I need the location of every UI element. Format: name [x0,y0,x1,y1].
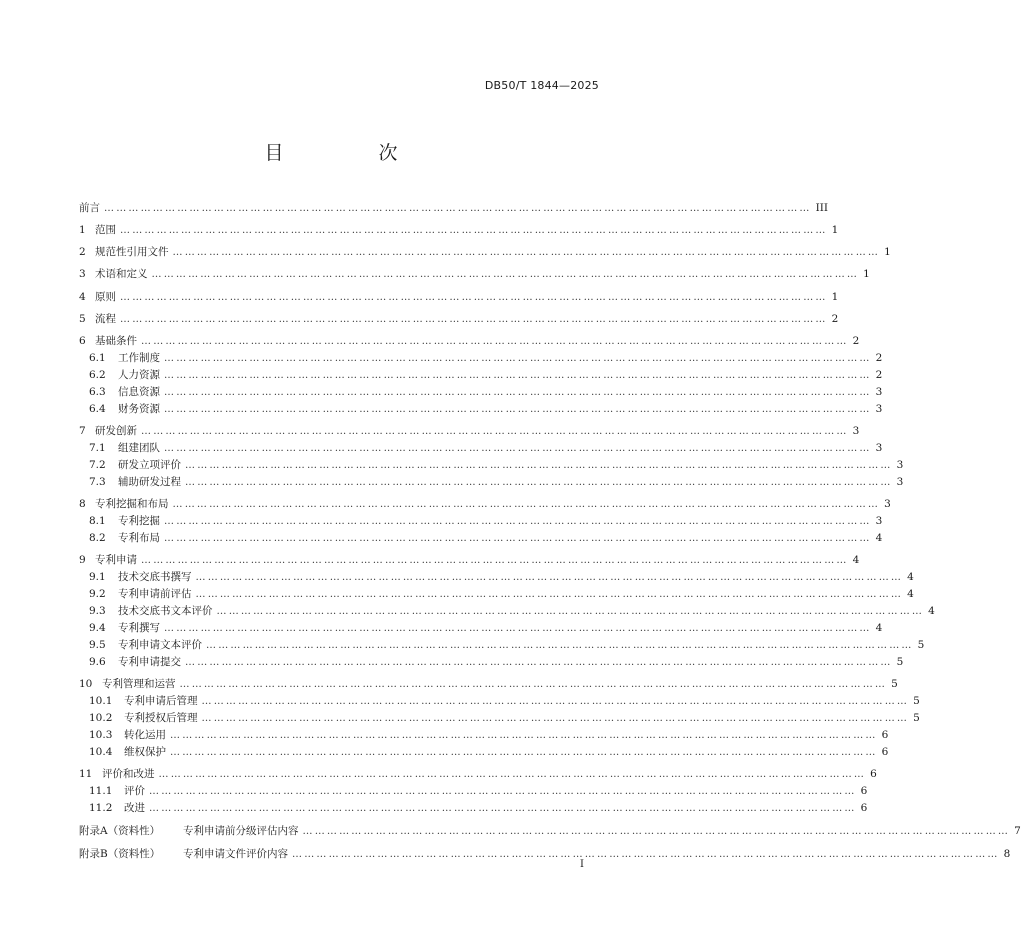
toc-entry-10-2[interactable]: 10.2 专利授权后管理 ………………………………………………………………………………………………………………………………………………………… 5 [89,712,920,724]
toc-entry-number: 6 [79,335,86,347]
toc-entry-9-5[interactable]: 9.5 专利申请文本评价 ………………………………………………………………………………………………………………………………………………………… 5 [89,639,925,651]
toc-entry-label: 人力资源 [118,369,160,381]
toc-entry-appendix-a[interactable]: 附录A（资料性） 专利申请前分级评估内容 ………………………………………………………………………………………………………………………………………………………… 7 [79,825,1021,837]
toc-entry-number: 10.4 [89,746,113,758]
toc-entry-number: 10.3 [89,729,113,741]
toc-entry-9-1[interactable]: 9.1 技术交底书撰写 ………………………………………………………………………………………………………………………………………………………… 4 [89,571,914,583]
toc-entry-label: 专利申请提交 [118,656,181,668]
toc-entry-page: III [815,202,829,214]
toc-entry-number: 3 [79,268,86,280]
toc-entry-page: 7 [1014,825,1021,837]
toc-entry-page: 8 [1003,848,1011,860]
toc-entry-page: 1 [831,291,839,303]
toc-entry-6-2[interactable]: 6.2 人力资源 ………………………………………………………………………………………………………………………………………………………… 2 [89,369,883,381]
toc-entry-9-4[interactable]: 9.4 专利撰写 ………………………………………………………………………………………………………………………………………………………… 4 [89,622,883,634]
toc-entry-10-4[interactable]: 10.4 维权保护 ………………………………………………………………………………………………………………………………………………………… 6 [89,746,889,758]
toc-entry-number: 4 [79,291,86,303]
toc-entry-label: 转化运用 [124,729,166,741]
toc-entry-page: 3 [875,386,883,398]
toc-entry-number: 8.2 [89,532,106,544]
toc-entry-page: 2 [831,313,839,325]
toc-entry-number: 7 [79,425,86,437]
toc-entry-page: 4 [875,622,883,634]
toc-entry-page: 1 [863,268,870,280]
toc-entry-page: 3 [896,459,904,471]
toc-entry-page: 4 [875,532,883,544]
toc-entry-appendix-b[interactable]: 附录B（资料性） 专利申请文件评价内容 ………………………………………………………………………………………………………………………………………………………… 8 [79,848,1011,860]
toc-entry-label: 技术交底书撰写 [118,571,192,583]
toc-entry-number: 6.4 [89,403,106,415]
toc-entry-label: 专利挖掘和布局 [95,498,169,510]
toc-entry-10-1[interactable]: 10.1 专利申请后管理 ………………………………………………………………………………………………………………………………………………………… 5 [89,695,920,707]
toc-entry-page: 3 [896,476,904,488]
toc-entry-number: 10.2 [89,712,113,724]
toc-entry-6[interactable]: 6 基础条件 ………………………………………………………………………………………………………………………………………………………… 2 [79,335,860,347]
toc-entry-9-3[interactable]: 9.3 技术交底书文本评价 ………………………………………………………………………………………………………………………………………………………… 4 [89,605,935,617]
toc-entry-4[interactable]: 4 原则 ………………………………………………………………………………………………………………………………………………………… 1 [79,291,839,303]
toc-entry-label: 前言 [79,202,100,214]
toc-entry-page: 2 [852,335,860,347]
toc-entry-label: 范围 [95,224,116,236]
toc-entry-page: 5 [896,656,904,668]
toc-entry-number: 附录B（资料性） [79,848,161,860]
toc-entry-page: 3 [875,515,883,527]
document-code: DB50/T 1844—2025 [484,79,599,92]
toc-entry-label: 专利申请文本评价 [118,639,202,651]
toc-entry-10[interactable]: 10 专利管理和运营 ………………………………………………………………………………………………………………………………………………………… 5 [79,678,898,690]
toc-entry-number: 6.2 [89,369,106,381]
toc-entry-label: 研发创新 [95,425,137,437]
toc-entry-number: 8 [79,498,86,510]
toc-entry-label: 专利撰写 [118,622,160,634]
toc-entry-label: 改进 [124,802,145,814]
toc-entry-6-3[interactable]: 6.3 信息资源 ………………………………………………………………………………………………………………………………………………………… 3 [89,386,883,398]
toc-entry-page: 2 [875,369,883,381]
toc-entry-11-1[interactable]: 11.1 评价 ………………………………………………………………………………………………………………………………………………………… 6 [89,785,868,797]
toc-entry-label: 专利申请前分级评估内容 [183,825,299,837]
toc-entry-9-2[interactable]: 9.2 专利申请前评估 ………………………………………………………………………………………………………………………………………………………… 4 [89,588,914,600]
toc-entry-label: 信息资源 [118,386,160,398]
toc-entry-label: 组建团队 [118,442,160,454]
toc-entry-number: 7.3 [89,476,106,488]
toc-entry-label: 维权保护 [124,746,166,758]
toc-entry-page: 2 [875,352,883,364]
toc-entry-label: 专利申请 [95,554,137,566]
toc-entry-page: 3 [852,425,860,437]
toc-entry-page: 6 [870,768,877,780]
toc-entry-page: 1 [831,224,839,236]
toc-entry-label: 工作制度 [118,352,160,364]
page-number: I [580,859,584,870]
toc-entry-label: 辅助研发过程 [118,476,181,488]
toc-entry-page: 5 [913,712,920,724]
toc-entry-6-4[interactable]: 6.4 财务资源 ………………………………………………………………………………………………………………………………………………………… 3 [89,403,883,415]
toc-entry-2[interactable]: 2 规范性引用文件 ………………………………………………………………………………………………………………………………………………………… 1 [79,246,891,258]
toc-entry-3[interactable]: 3 术语和定义 ………………………………………………………………………………………………………………………………………………………… 1 [79,268,870,280]
toc-entry-page: 5 [917,639,925,651]
toc-entry-number: 9.2 [89,588,106,600]
toc-entry-11[interactable]: 11 评价和改进 ………………………………………………………………………………………………………………………………………………………… 6 [79,768,877,780]
toc-entry-9[interactable]: 9 专利申请 ………………………………………………………………………………………………………………………………………………………… 4 [79,554,860,566]
toc-entry-label: 基础条件 [95,335,137,347]
toc-entry-number: 9.3 [89,605,106,617]
toc-entry-10-3[interactable]: 10.3 转化运用 ………………………………………………………………………………………………………………………………………………………… 6 [89,729,889,741]
toc-entry-number: 11.1 [89,785,113,797]
toc-entry-label: 术语和定义 [95,268,148,280]
toc-entry-number: 9.4 [89,622,106,634]
toc-entry-6-1[interactable]: 6.1 工作制度 ………………………………………………………………………………………………………………………………………………………… 2 [89,352,883,364]
toc-entry-label: 财务资源 [118,403,160,415]
toc-entry-7[interactable]: 7 研发创新 ………………………………………………………………………………………………………………………………………………………… 3 [79,425,860,437]
toc-entry-label: 评价 [124,785,145,797]
toc-entry-label: 专利申请后管理 [124,695,198,707]
toc-entry-page: 6 [860,785,868,797]
toc-entry-label: 流程 [95,313,116,325]
toc-entry-8[interactable]: 8 专利挖掘和布局 ………………………………………………………………………………………………………………………………………………………… 3 [79,498,891,510]
toc-entry-number: 附录A（资料性） [79,825,161,837]
toc-entry-page: 4 [907,571,914,583]
toc-entry-label: 专利布局 [118,532,160,544]
toc-entry-number: 7.2 [89,459,106,471]
toc-entry-number: 6.3 [89,386,106,398]
toc-entry-1[interactable]: 1 范围 ………………………………………………………………………………………………………………………………………………………… 1 [79,224,839,236]
toc-entry-label: 研发立项评价 [118,459,181,471]
toc-entry-label: 原则 [95,291,116,303]
toc-entry-number: 1 [79,224,86,236]
toc-entry-8-2[interactable]: 8.2 专利布局 ………………………………………………………………………………………………………………………………………………………… 4 [89,532,883,544]
toc-entry-page: 3 [875,442,883,454]
toc-entry-number: 6.1 [89,352,106,364]
toc-title: 目 次 [264,142,436,164]
toc-entry-page: 1 [884,246,891,258]
toc-entry-number: 11 [79,768,93,780]
toc-entry-7-2[interactable]: 7.2 研发立项评价 ………………………………………………………………………………………………………………………………………………………… 3 [89,459,904,471]
toc-entry-label: 技术交底书文本评价 [118,605,213,617]
toc-entry-number: 8.1 [89,515,106,527]
toc-entry-page: 3 [884,498,891,510]
toc-entry-9-6[interactable]: 9.6 专利申请提交 ………………………………………………………………………………………………………………………………………………………… 5 [89,656,904,668]
toc-entry-number: 10.1 [89,695,113,707]
toc-entry-label: 专利申请文件评价内容 [183,848,288,860]
toc-entry-number: 7.1 [89,442,106,454]
toc-entry-number: 2 [79,246,86,258]
toc-entry-number: 10 [79,678,93,690]
toc-entry-page: 3 [875,403,883,415]
toc-entry-page: 6 [881,746,889,758]
toc-entry-number: 9.5 [89,639,106,651]
toc-entry-5[interactable]: 5 流程 ………………………………………………………………………………………………………………………………………………………… 2 [79,313,839,325]
toc-entry-number: 9.6 [89,656,106,668]
toc-entry-8-1[interactable]: 8.1 专利挖掘 ………………………………………………………………………………………………………………………………………………………… 3 [89,515,883,527]
toc-entry-number: 5 [79,313,86,325]
toc-entry-page: 5 [891,678,898,690]
toc-entry-11-2[interactable]: 11.2 改进 ………………………………………………………………………………………………………………………………………………………… 6 [89,802,868,814]
toc-entry-page: 6 [881,729,889,741]
toc-entry-label: 规范性引用文件 [95,246,169,258]
toc-entry-label: 评价和改进 [102,768,155,780]
toc-entry-page: 5 [913,695,920,707]
toc-entry-page: 4 [852,554,860,566]
toc-entry-number: 11.2 [89,802,113,814]
toc-entry-label: 专利申请前评估 [118,588,192,600]
toc-entry-label: 专利挖掘 [118,515,160,527]
toc-entry-page: 4 [907,588,914,600]
toc-entry-foreword[interactable]: 前言 ………………………………………………………………………………………………………………………………………………………… III [79,202,829,214]
toc-entry-7-3[interactable]: 7.3 辅助研发过程 ………………………………………………………………………………………………………………………………………………………… 3 [89,476,904,488]
toc-entry-number: 9 [79,554,86,566]
toc-entry-label: 专利管理和运营 [102,678,176,690]
toc-entry-number: 9.1 [89,571,106,583]
toc-entry-7-1[interactable]: 7.1 组建团队 ………………………………………………………………………………………………………………………………………………………… 3 [89,442,883,454]
toc-entry-label: 专利授权后管理 [124,712,198,724]
toc-entry-page: 6 [860,802,868,814]
toc-entry-page: 4 [928,605,935,617]
